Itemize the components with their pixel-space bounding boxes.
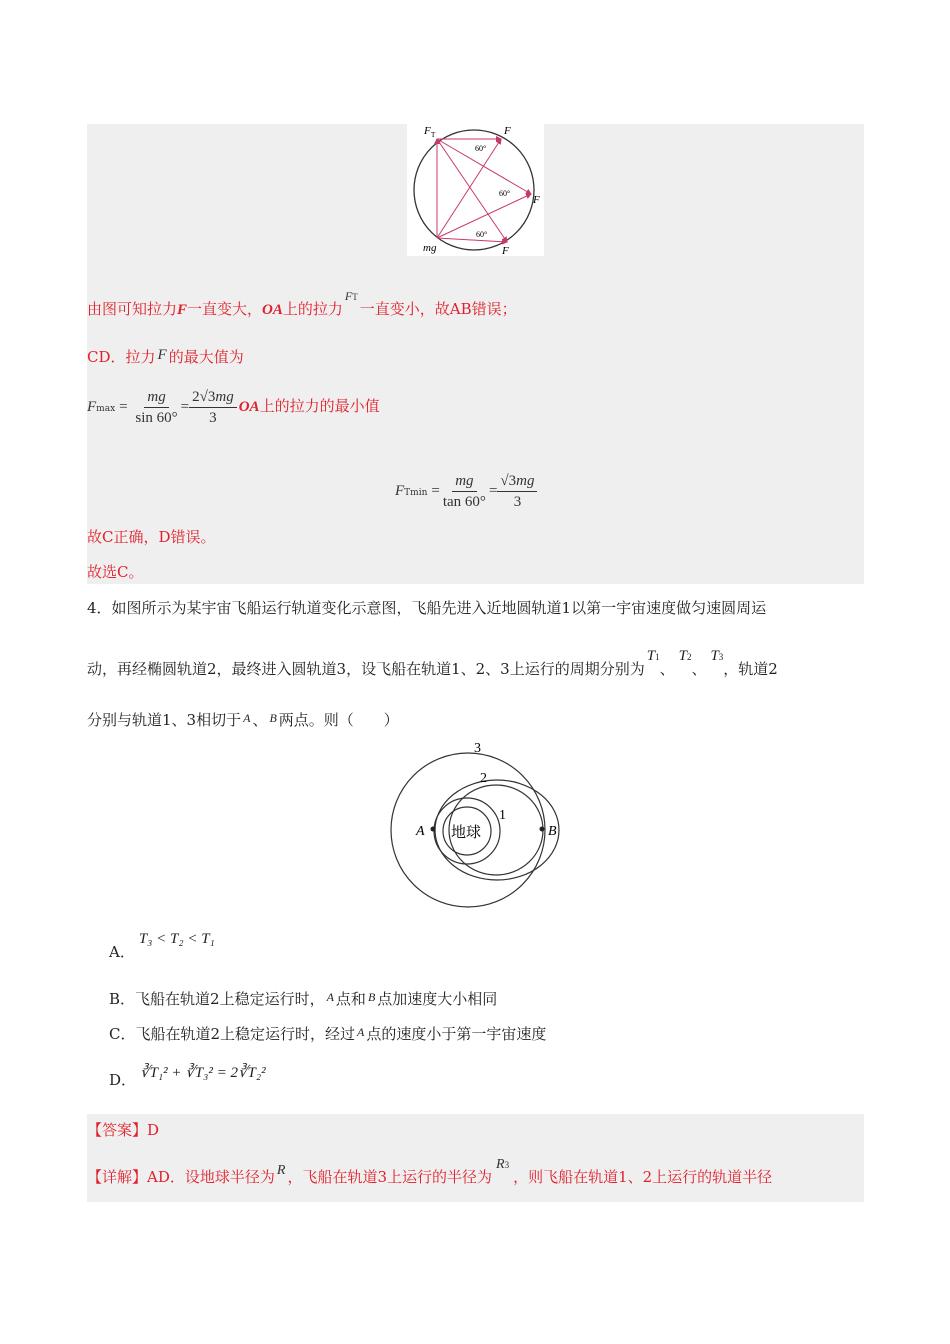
text-segment: C．飞船在轨道2上稳定运行时，经过 xyxy=(109,1025,356,1043)
text-segment: B．飞船在轨道2上稳定运行时， xyxy=(109,990,325,1008)
text-segment: ，轨道2 xyxy=(723,660,778,678)
option-B xyxy=(109,989,497,1010)
text-segment: 分别与轨道1、3相切于 xyxy=(87,711,242,729)
symbol-A: A xyxy=(326,990,334,1004)
T1-sub: 1 xyxy=(655,652,660,662)
numerator-coef: √3 xyxy=(500,472,517,489)
fraction xyxy=(132,388,180,427)
symbol-A: A xyxy=(243,711,251,725)
fmax-sub: max xyxy=(96,404,116,414)
numerator-var: mg xyxy=(516,472,535,489)
text-segment: ，则飞船在轨道1、2上运行的轨道半径 xyxy=(513,1168,773,1186)
symbol-B: B xyxy=(367,990,376,1004)
text-segment: 两点。则（ ） xyxy=(278,711,399,729)
label-F-top: F xyxy=(504,125,511,137)
numerator-coef: 2√3 xyxy=(192,388,216,405)
separator: 、 xyxy=(691,660,707,678)
ftmin-F: F xyxy=(395,483,405,499)
symbol-T1 xyxy=(647,648,660,664)
orbit-label-B: B xyxy=(548,824,557,839)
text-segment: 点的速度小于第一宇宙速度 xyxy=(366,1025,547,1043)
symbol-F: F xyxy=(157,347,167,363)
denominator: sin 60° xyxy=(135,409,178,426)
T3-letter: T xyxy=(710,648,719,664)
label-angle-bottom: 60° xyxy=(476,230,488,239)
T3-sub: 3 xyxy=(718,652,724,662)
equals: = xyxy=(180,399,190,415)
symbol-R: R xyxy=(276,1163,286,1178)
fraction xyxy=(189,388,237,427)
numerator: mg xyxy=(452,472,476,492)
text-segment: 一直变小，故AB错误； xyxy=(359,300,517,318)
denominator: 3 xyxy=(209,409,217,426)
equals: = xyxy=(431,483,440,499)
option-A-label: A． xyxy=(109,943,135,961)
symbol-FT-sub: T xyxy=(352,292,358,302)
T2-sub: 2 xyxy=(686,652,692,662)
label-mg: mg xyxy=(423,242,437,254)
option-D xyxy=(109,1062,266,1092)
fraction xyxy=(440,472,489,511)
text-segment: 点加速度大小相同 xyxy=(377,990,498,1008)
label-F-mid: F xyxy=(533,194,540,206)
T1-letter: T xyxy=(646,648,656,664)
denominator: 3 xyxy=(513,493,522,510)
symbol-T3 xyxy=(710,648,723,664)
label-FT-sub: T xyxy=(431,131,436,139)
detail-line xyxy=(87,1157,773,1189)
label-angle-top: 60° xyxy=(475,144,487,153)
text-segment: 点和 xyxy=(335,990,366,1008)
label-F-bottom: F xyxy=(502,245,509,256)
R3-letter: R xyxy=(496,1157,505,1172)
ftmin-sub: Tmin xyxy=(404,488,428,498)
solution-line-2 xyxy=(87,347,244,368)
symbol-T2 xyxy=(679,648,692,664)
text-segment: ，飞船在轨道3上运行的半径为 xyxy=(287,1168,492,1186)
force-diagram xyxy=(407,124,544,256)
text-segment: 由图可知拉力 xyxy=(87,300,178,318)
symbol-OA: OA xyxy=(262,302,283,318)
solution-line-3: 故C正确，D错误。 xyxy=(87,528,216,546)
equals: = xyxy=(119,399,128,415)
numerator: mg xyxy=(144,388,168,408)
symbol-B: B xyxy=(269,711,277,725)
orbit-label-2: 2 xyxy=(480,771,487,786)
fmax-formula xyxy=(87,384,380,431)
solution-line-1 xyxy=(87,289,517,321)
text-segment: 上的拉力 xyxy=(282,300,343,318)
orbit-label-A: A xyxy=(416,824,425,839)
symbol-R3 xyxy=(496,1157,509,1172)
text-segment: 上的拉力的最小值 xyxy=(259,397,380,415)
answer-value: D xyxy=(147,1121,160,1139)
fraction xyxy=(497,472,537,511)
orbit-label-3: 3 xyxy=(474,741,481,756)
detail-label: 【详解】 xyxy=(87,1168,148,1186)
option-A-expression: T₃ < T₂ < T₁ xyxy=(138,931,215,947)
answer-line xyxy=(87,1120,159,1140)
label-angle-mid: 60° xyxy=(499,189,511,198)
orbit-label-1: 1 xyxy=(499,808,506,823)
separator: 、 xyxy=(252,711,268,729)
separator: 、 xyxy=(659,660,675,678)
fmax-F: F xyxy=(87,399,97,415)
equals: = xyxy=(488,483,498,499)
text-segment: 一直变大， xyxy=(187,300,263,318)
symbol-FT xyxy=(345,289,358,303)
text-segment: AD．设地球半径为 xyxy=(147,1168,275,1186)
denominator: tan 60° xyxy=(442,493,486,510)
label-FT: F xyxy=(424,125,431,137)
text-segment: CD．拉力 xyxy=(87,348,156,366)
solution-line-4: 故选C。 xyxy=(87,563,144,581)
numerator-var: mg xyxy=(215,388,234,405)
orbit-diagram xyxy=(385,738,565,908)
question-4-line-1: 4．如图所示为某宇宙飞船运行轨道变化示意图，飞船先进入近地圆轨道1以第一宇宙速度做匀速圆周运 xyxy=(87,599,767,617)
earth-label: 地球 xyxy=(451,825,482,841)
text-segment: 动，再经椭圆轨道2，最终进入圆轨道3，设飞船在轨道1、2、3上运行的周期分别为 xyxy=(87,660,645,678)
R3-sub: 3 xyxy=(504,1160,510,1170)
question-4-line-3 xyxy=(87,710,399,731)
symbol-OA: OA xyxy=(238,399,260,415)
option-A xyxy=(109,928,215,964)
option-C xyxy=(109,1024,546,1045)
symbol-FT-F: F xyxy=(344,289,353,303)
answer-label: 【答案】 xyxy=(87,1121,148,1139)
symbol-F: F xyxy=(177,302,188,318)
symbol-A: A xyxy=(357,1025,365,1039)
question-4-line-2 xyxy=(87,648,778,681)
T2-letter: T xyxy=(678,648,687,664)
ftmin-formula xyxy=(395,468,537,515)
option-D-expression: ∛T₁² + ∛T₃² = 2∛T₂² xyxy=(140,1065,266,1081)
option-D-label: D． xyxy=(109,1071,137,1089)
text-segment: 的最大值为 xyxy=(168,348,244,366)
